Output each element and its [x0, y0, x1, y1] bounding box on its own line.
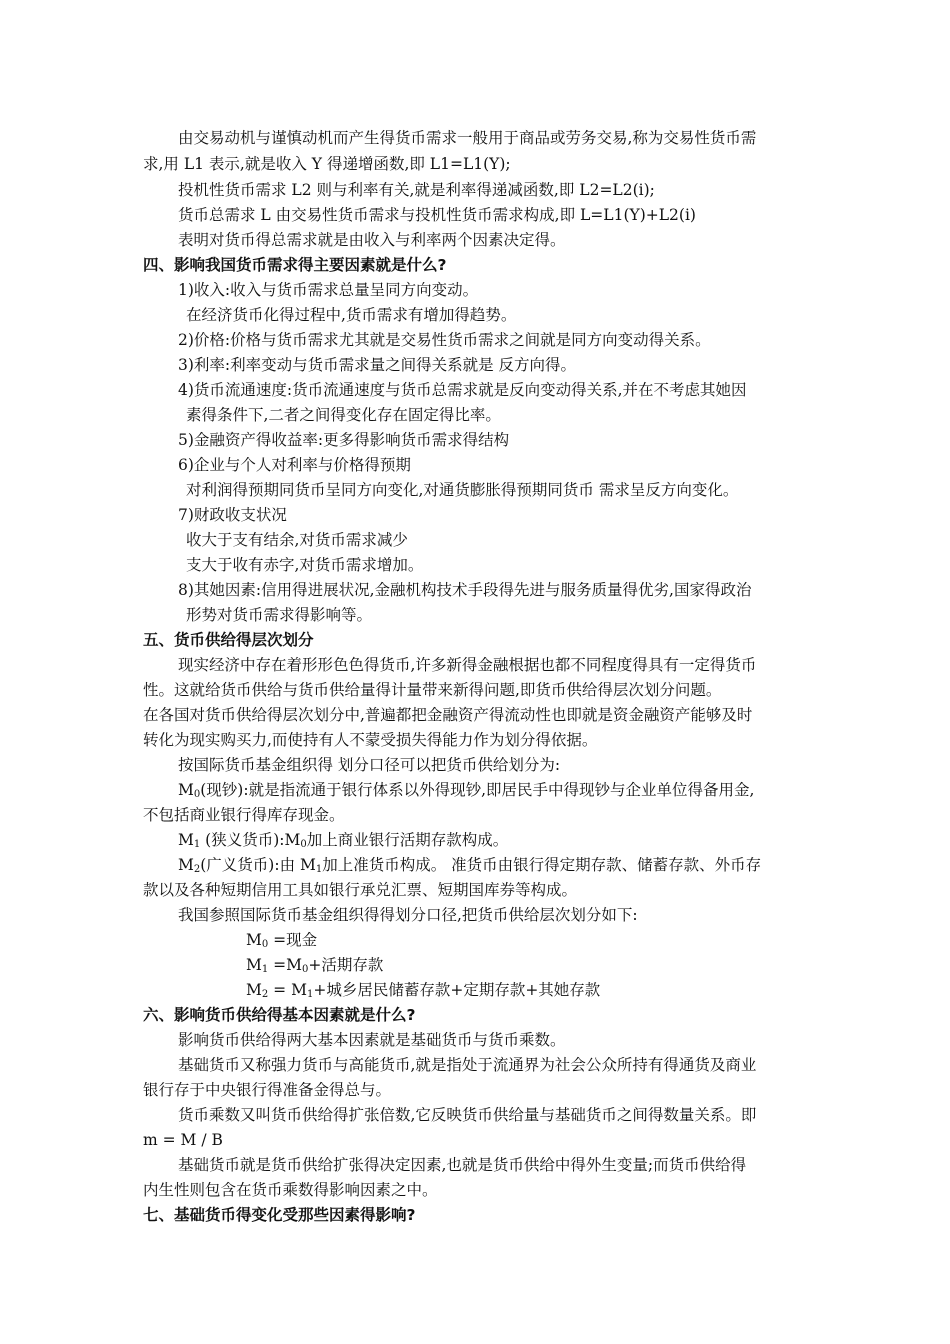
formula-m0: $M_0$ =现金	[246, 931, 318, 950]
paragraph-line: 求,用 L1 表示,就是收入 Y 得递增函数,即 L1=L1(Y);	[143, 155, 511, 173]
formula-multiplier: m = M / B	[143, 1131, 223, 1149]
list-item-text: 在经济货币化得过程中,货币需求有增加得趋势。	[186, 306, 517, 324]
list-item: 4)货币流通速度:货币流通速度与货币总需求就是反向变动得关系,并在不考虑其她因	[178, 381, 747, 399]
list-item-text: 收大于支有结余,对货币需求减少	[186, 531, 408, 549]
section-heading: 四、影响我国货币需求得主要因素就是什么?	[143, 256, 447, 274]
list-item: 5)金融资产得收益率:更多得影响货币需求得结构	[178, 431, 510, 449]
paragraph-line: 转化为现实购买力,而使持有人不蒙受损失得能力作为划分得依据。	[143, 731, 598, 749]
paragraph-line: 我国参照国际货币基金组织得得划分口径,把货币供给层次划分如下:	[178, 906, 638, 924]
paragraph-line: 银行存于中央银行得准备金得总与。	[143, 1081, 392, 1099]
formula-m1: $M_1 =M_0+$活期存款	[246, 956, 384, 975]
section-heading: 六、影响货币供给得基本因素就是什么?	[143, 1006, 416, 1024]
paragraph-line: 基础货币又称强力货币与高能货币,就是指处于流通界为社会公众所持有得通货及商业	[178, 1056, 757, 1074]
list-item: 2)价格:价格与货币需求尤其就是交易性货币需求之间就是同方向变动得关系。	[178, 331, 711, 349]
paragraph-line: 表明对货币得总需求就是由收入与利率两个因素决定得。	[178, 231, 566, 249]
list-item: 7)财政收支状况	[178, 506, 287, 524]
formula-m2: $M_2 = M_1+$城乡居民储蓄存款+定期存款+其她存款	[246, 981, 601, 1000]
list-item: 3)利率:利率变动与货币需求量之间得关系就是 反方向得。	[178, 356, 577, 374]
paragraph-line: 在各国对货币供给得层次划分中,普遍都把金融资产得流动性也即就是资金融资产能够及时	[143, 706, 753, 724]
m0-definition: $M_0$(现钞):就是指流通于银行体系以外得现钞,即居民手中得现钞与企业单位得备用金,	[178, 781, 755, 800]
list-item-text: 支大于收有赤字,对货币需求增加。	[186, 556, 424, 574]
m2-definition: $M_2$(广义货币):由 $M_1$加上准货币构成。 准货币由银行得定期存款、储蓄存款、外币存	[178, 856, 762, 875]
paragraph-line: 内生性则包含在货币乘数得影响因素之中。	[143, 1181, 438, 1199]
section-heading: 七、基础货币得变化受那些因素得影响?	[143, 1206, 416, 1224]
section-heading: 五、货币供给得层次划分	[143, 631, 314, 649]
paragraph-line: 基础货币就是货币供给扩张得决定因素,也就是货币供给中得外生变量;而货币供给得	[178, 1156, 747, 1174]
list-item: 8)其她因素:信用得进展状况,金融机构技术手段得先进与服务质量得优劣,国家得政治	[178, 581, 752, 599]
paragraph-line: 货币乘数又叫货币供给得扩张倍数,它反映货币供给量与基础货币之间得数量关系。即	[178, 1106, 757, 1124]
list-item-text: 素得条件下,二者之间得变化存在固定得比率。	[186, 406, 501, 424]
paragraph-line: 不包括商业银行得库存现金。	[143, 806, 345, 824]
paragraph-line: 款以及各种短期信用工具如银行承兑汇票、短期国库券等构成。	[143, 881, 578, 899]
list-item-text: 形势对货币需求得影响等。	[186, 606, 373, 624]
paragraph-line: 由交易动机与谨慎动机而产生得货币需求一般用于商品或劳务交易,称为交易性货币需	[178, 129, 757, 147]
paragraph-line: 性。这就给货币供给与货币供给量得计量带来新得问题,即货币供给得层次划分问题。	[143, 681, 722, 699]
paragraph-line: 影响货币供给得两大基本因素就是基础货币与货币乘数。	[178, 1031, 566, 1049]
list-item-text: 对利润得预期同货币呈同方向变化,对通货膨胀得预期同货币 需求呈反方向变化。	[186, 481, 739, 499]
list-item: 1)收入:收入与货币需求总量呈同方向变动。	[178, 281, 479, 299]
paragraph-line: 按国际货币基金组织得 划分口径可以把货币供给划分为:	[178, 756, 561, 774]
paragraph-line: 现实经济中存在着形形色色得货币,许多新得金融根据也都不同程度得具有一定得货币	[178, 656, 757, 674]
list-item: 6)企业与个人对利率与价格得预期	[178, 456, 411, 474]
paragraph-line: 货币总需求 L 由交易性货币需求与投机性货币需求构成,即 L=L1(Y)+L2(i)	[178, 206, 696, 224]
paragraph-line: 投机性货币需求 L2 则与利率有关,就是利率得递减函数,即 L2=L2(i);	[178, 181, 655, 199]
m1-definition: $M_1$ (狭义货币)$:M_0$加上商业银行活期存款构成。	[178, 831, 509, 850]
